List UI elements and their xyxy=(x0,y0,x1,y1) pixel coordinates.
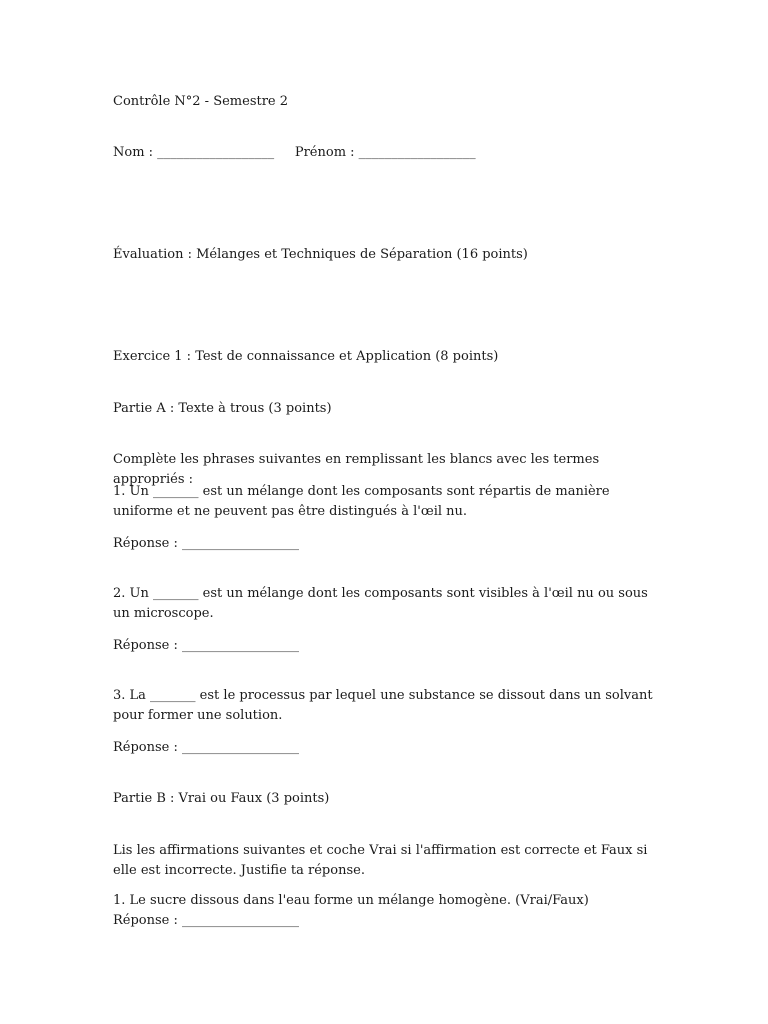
part-a-title: Partie A : Texte à trous (3 points) xyxy=(113,401,332,416)
part-b-instruction: Lis les affirmations suivantes et coche Vrai si l'affirmation est correcte et Faux si elle est incorrecte. Justifie ta réponse. xyxy=(113,843,648,878)
part-a-answer-3: Réponse : __________________ xyxy=(113,740,300,755)
part-a-question-1: 1. Un _______ est un mélange dont les composants sont répartis de manière uniforme et ne peuvent pas être distingués à l'œil nu. xyxy=(113,484,610,519)
part-b-title: Partie B : Vrai ou Faux (3 points) xyxy=(113,791,330,806)
part-a-instruction: Complète les phrases suivantes en remplissant les blancs avec les termes appropriés : xyxy=(113,452,604,487)
part-a-answer-2: Réponse : __________________ xyxy=(113,638,300,653)
part-a-question-2: 2. Un _______ est un mélange dont les composants sont visibles à l'œil nu ou sous un microscope. xyxy=(113,586,648,621)
part-a-question-3: 3. La _______ est le processus par lequel une substance se dissout dans un solvant pour former une solution. xyxy=(113,688,653,723)
evaluation-title: Évaluation : Mélanges et Techniques de Séparation (16 points) xyxy=(113,247,528,262)
part-b-answer-1: Réponse : __________________ xyxy=(113,913,300,928)
exercise-1-title: Exercice 1 : Test de connaissance et Application (8 points) xyxy=(113,349,499,364)
document-title: Contrôle N°2 - Semestre 2 xyxy=(113,94,289,109)
name-fields: Nom : __________________ Prénom : __________________ xyxy=(113,145,476,160)
part-b-question-1: 1. Le sucre dissous dans l'eau forme un mélange homogène. (Vrai/Faux) xyxy=(113,893,589,908)
part-a-answer-1: Réponse : __________________ xyxy=(113,536,300,551)
